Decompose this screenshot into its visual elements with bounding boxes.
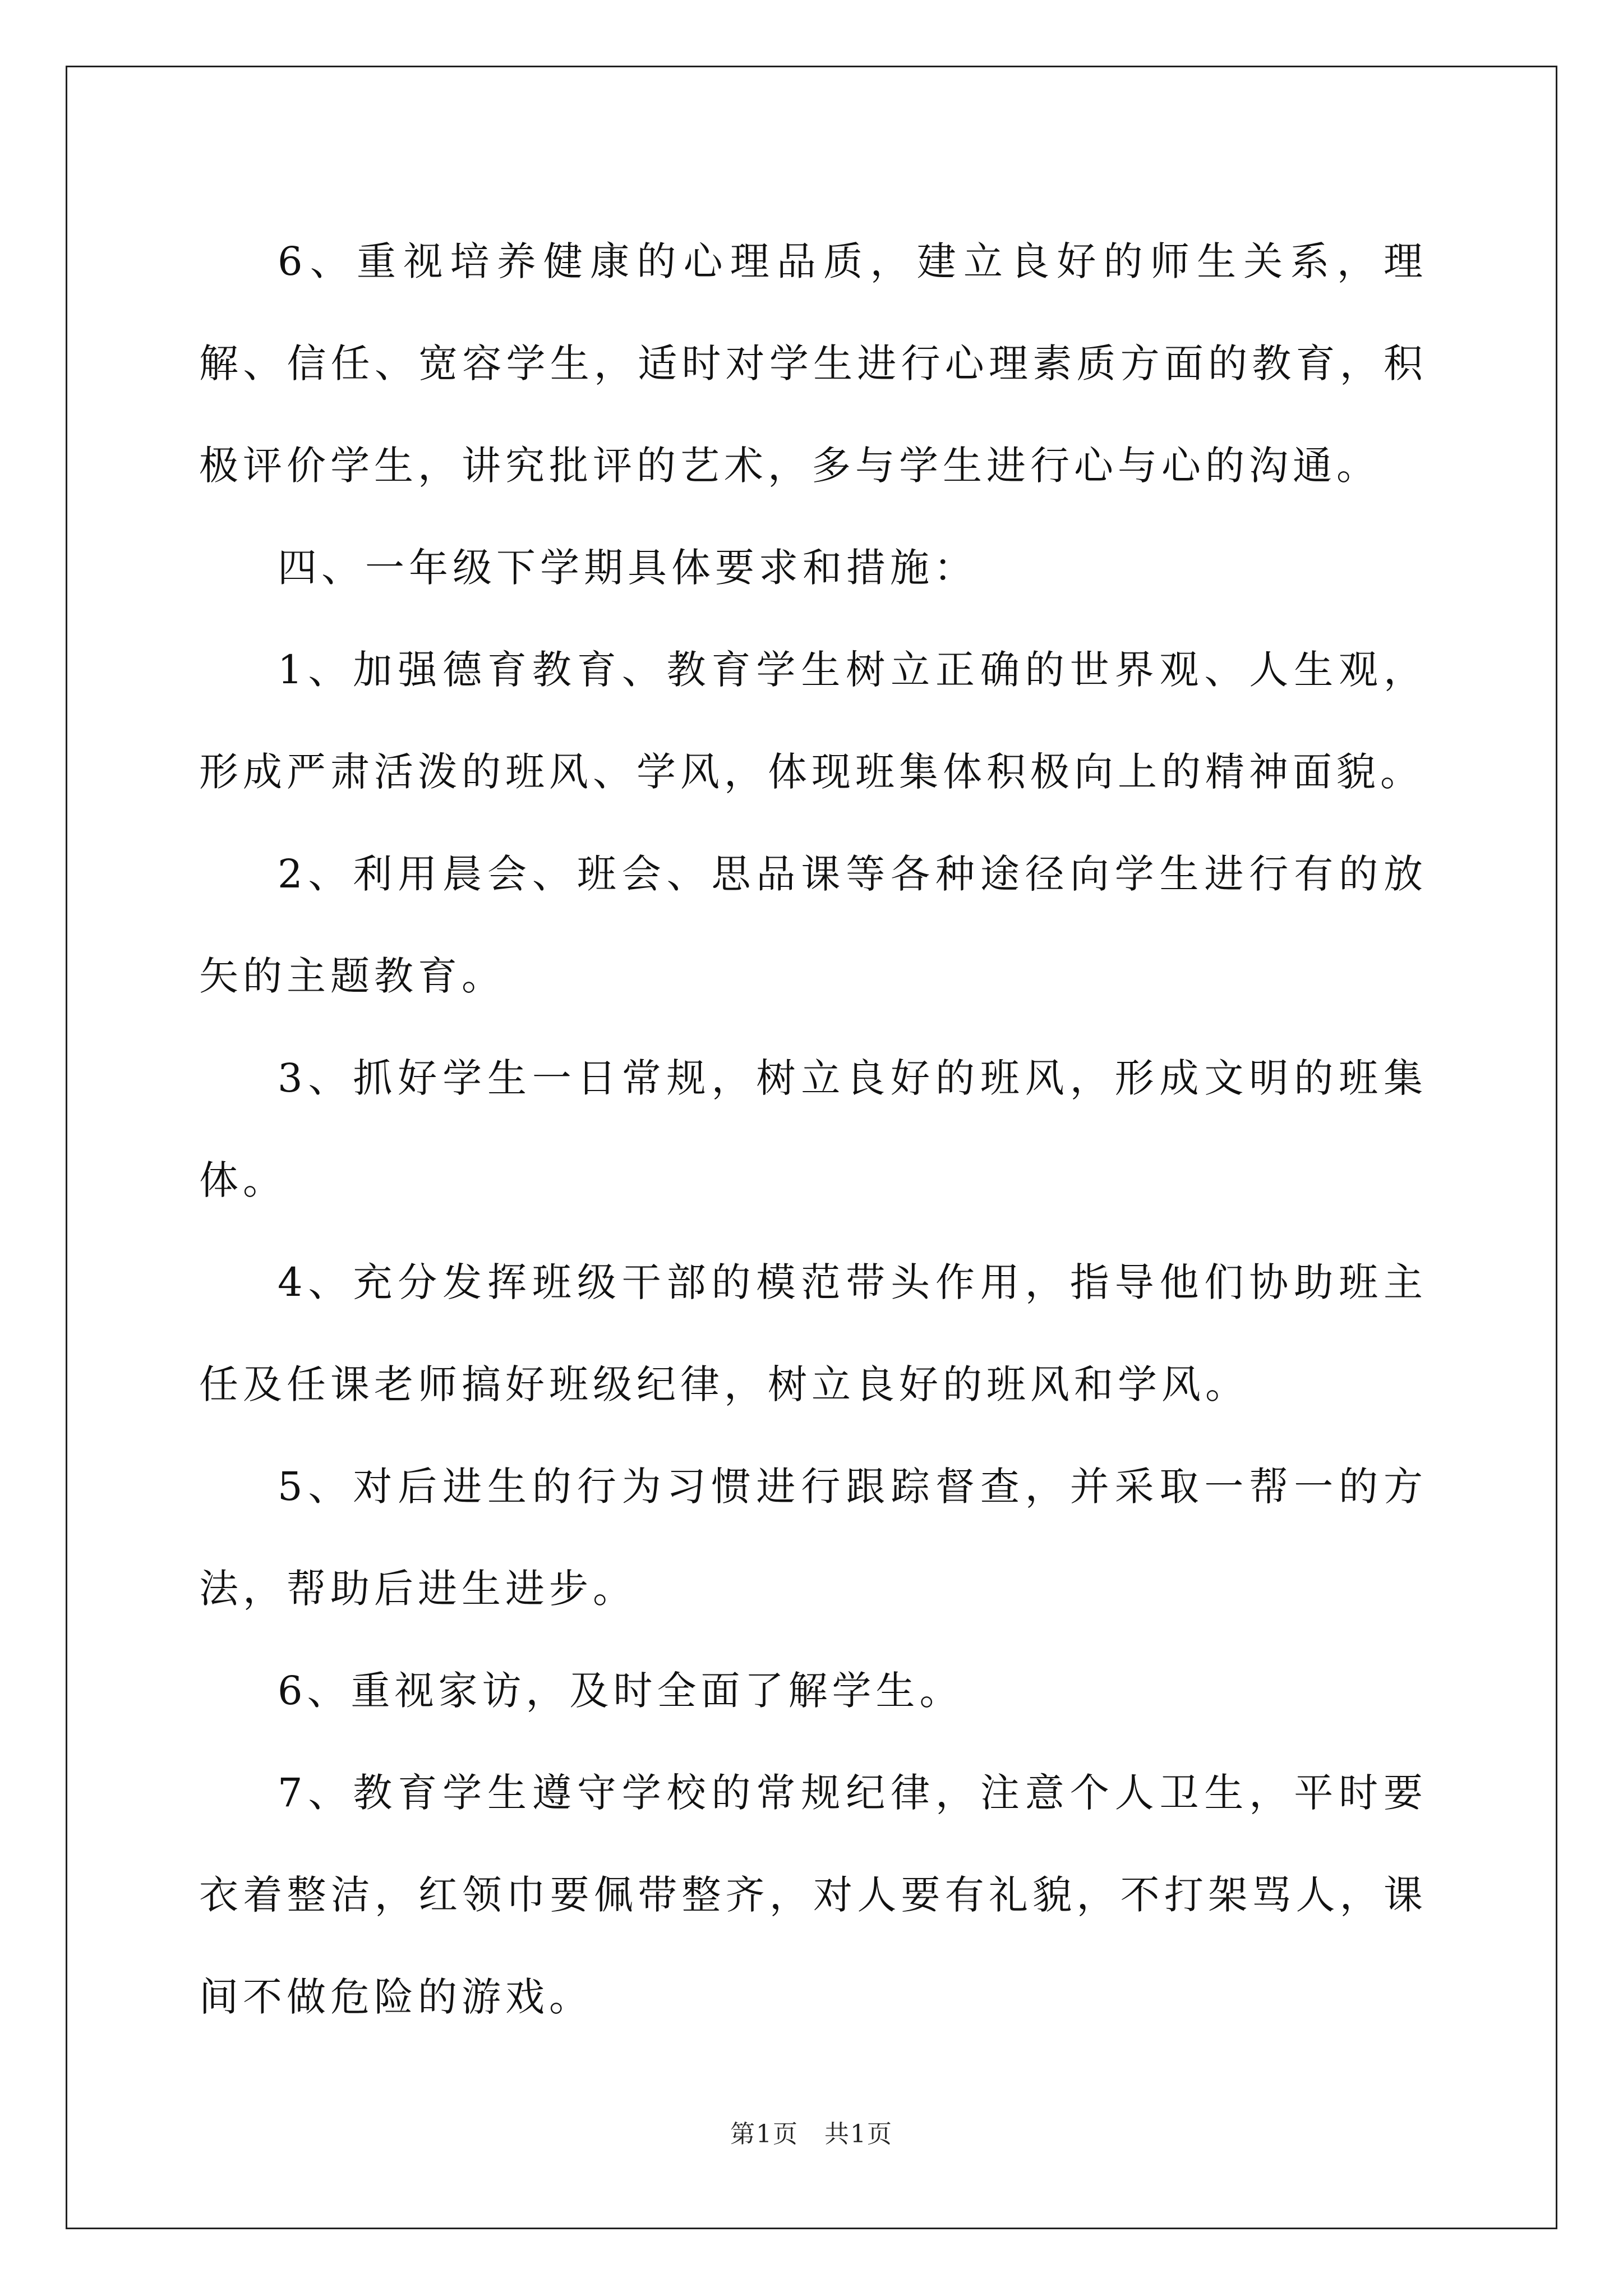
paragraph-6-psychology: 6、重视培养健康的心理品质，建立良好的师生关系，理解、信任、宽容学生，适时对学生进行心理素质方面的教育，积极评价学生，讲究批评的艺术，多与学生进行心与心的沟通。 (199, 238, 1427, 489)
paragraph-2-theme-education: 2、利用晨会、班会、思品课等各种途径向学生进行有的放矢的主题教育。 (199, 851, 1427, 999)
paragraph-4-class-cadres: 4、充分发挥班级干部的模范带头作用，指导他们协助班主任及任课老师搞好班级纪律，树立良好的班风和学风。 (199, 1259, 1427, 1407)
page-number-footer: 第1页 共1页 (730, 2120, 893, 2148)
paragraph-5-struggling-students: 5、对后进生的行为习惯进行跟踪督查，并采取一帮一的方法，帮助后进生进步。 (199, 1464, 1427, 1612)
paragraph-6-home-visits: 6、重视家访，及时全面了解学生。 (278, 1668, 963, 1714)
section-heading-4: 四、一年级下学期具体要求和措施： (278, 545, 978, 591)
paragraph-7-school-rules: 7、教育学生遵守学校的常规纪律，注意个人卫生，平时要衣着整洁，红领巾要佩带整齐，对人要有礼貌，不打架骂人，课间不做危险的游戏。 (199, 1770, 1427, 2020)
document-body (199, 210, 1427, 2048)
paragraph-1-moral-education: 1、加强德育教育、教育学生树立正确的世界观、人生观，形成严肃活泼的班风、学风，体现班集体积极向上的精神面貌。 (199, 647, 1427, 795)
paragraph-3-daily-routine: 3、抓好学生一日常规，树立良好的班风，形成文明的班集体。 (199, 1055, 1427, 1203)
